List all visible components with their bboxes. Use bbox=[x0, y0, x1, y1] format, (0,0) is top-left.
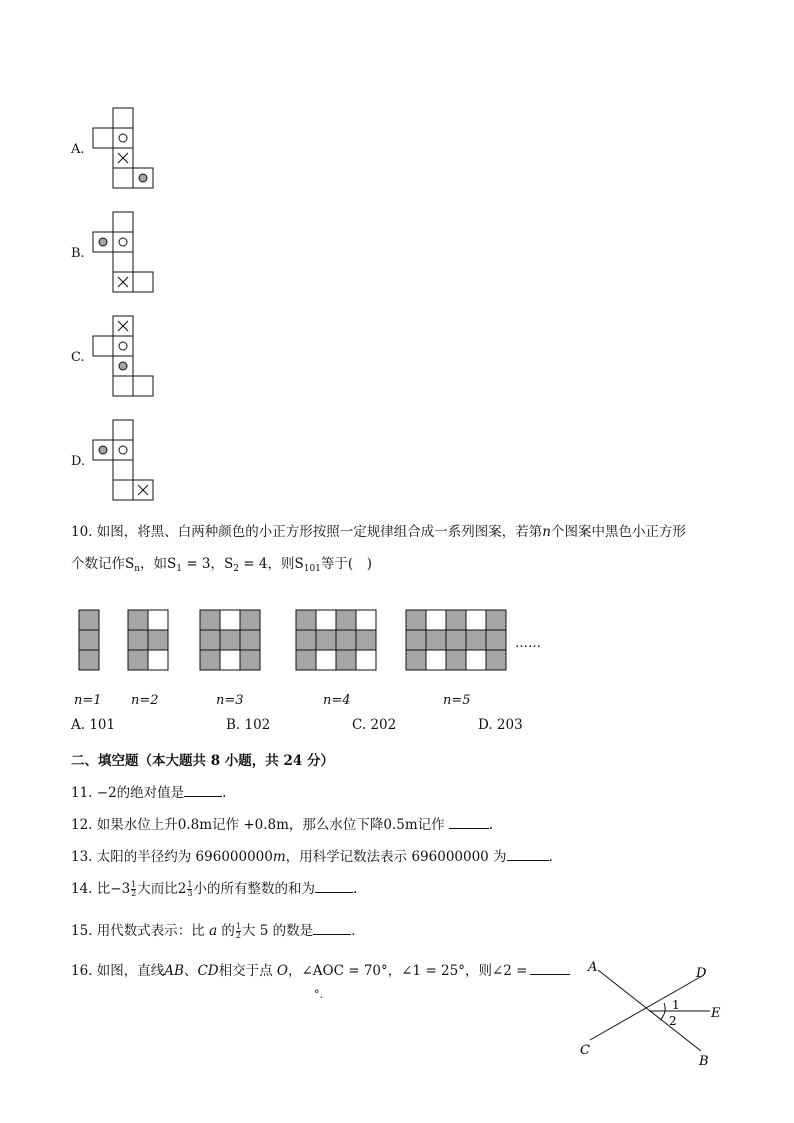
choice-a: A. 101 bbox=[71, 717, 116, 733]
pattern-n1 bbox=[79, 610, 99, 670]
dot-icon bbox=[139, 174, 147, 182]
angle-1-label: 1 bbox=[672, 998, 680, 1012]
option-d-net bbox=[90, 418, 156, 504]
fraction: $\frac{1}{3}$ bbox=[187, 880, 193, 898]
n-label-5: n=5 bbox=[443, 693, 471, 708]
option-a-net bbox=[90, 106, 156, 192]
question-12: 12. 如果水位上升0.8m记作 +0.8m，那么水位下降0.5m记作 . bbox=[71, 817, 493, 833]
pattern-n3 bbox=[200, 610, 260, 670]
point-d-label: D bbox=[696, 966, 707, 981]
figure-16-lines bbox=[575, 955, 735, 1070]
dot-icon bbox=[99, 446, 107, 454]
pattern-figure bbox=[70, 600, 550, 680]
option-b-label: B. bbox=[71, 246, 85, 261]
circle-icon bbox=[119, 342, 127, 350]
question-11: 11. −2的绝对值是 . bbox=[71, 785, 227, 801]
circle-icon bbox=[119, 446, 127, 454]
question-16-degree: °. bbox=[314, 988, 323, 1001]
angle-1-arc bbox=[664, 1003, 665, 1011]
fraction: $\frac{1}{2}$ bbox=[235, 922, 242, 940]
choice-b: B. 102 bbox=[226, 717, 271, 733]
point-b-label: B bbox=[699, 1054, 709, 1069]
question-10-line2: 个数记作$S_n$，如$S_1 = 3$，$S_2 = 4$，则$S_{101}$等于( ) bbox=[71, 556, 372, 574]
question-13: 13. 太阳的半径约为 696000000m，用科学记数法表示 696000000 为 . bbox=[71, 849, 553, 865]
option-a-label: A. bbox=[71, 142, 85, 157]
pattern-ellipsis: …… bbox=[515, 636, 541, 651]
section-2-heading: 二、填空题（本大题共 8 小题，共 24 分） bbox=[71, 753, 335, 769]
angle-2-arc bbox=[660, 1011, 665, 1020]
question-16: 16. 如图，直线AB、CD相交于点 O，∠AOC = 70°，∠1 = 25°，则∠2 = bbox=[71, 959, 570, 979]
line-cd bbox=[590, 976, 702, 1040]
pattern-n5 bbox=[406, 610, 506, 670]
point-a-label: A bbox=[588, 960, 598, 975]
option-c-net bbox=[90, 314, 156, 400]
n-label-2: n=2 bbox=[131, 693, 159, 708]
option-d-label: D. bbox=[71, 454, 86, 469]
dot-icon bbox=[119, 362, 127, 370]
dot-icon bbox=[99, 238, 107, 246]
circle-icon bbox=[119, 134, 127, 142]
option-b-net bbox=[90, 210, 156, 296]
choice-d: D. 203 bbox=[478, 717, 523, 733]
pattern-n2 bbox=[128, 610, 168, 670]
option-c-label: C. bbox=[71, 350, 85, 365]
point-e-label: E bbox=[711, 1006, 721, 1021]
n-label-3: n=3 bbox=[216, 693, 244, 708]
question-10-line1: 10. 如图，将黑、白两种颜色的小正方形按照一定规律组合成一系列图案，若第n个图案中黑色小正方形 bbox=[71, 524, 686, 540]
question-15: 15. 用代数式表示：比 a 的 $\frac{1}{2}$ 大 5 的数是 . bbox=[71, 922, 356, 940]
pattern-n4 bbox=[296, 610, 376, 670]
n-label-1: n=1 bbox=[74, 693, 102, 708]
choice-c: C. 202 bbox=[352, 717, 397, 733]
fraction: $\frac{1}{2}$ bbox=[131, 880, 137, 898]
question-14: 14. 比−3 $\frac{1}{2}$ 大而比2 $\frac{1}{3}$ 小的所有整数的和为 . bbox=[71, 880, 358, 898]
point-c-label: C bbox=[580, 1043, 590, 1058]
circle-icon bbox=[119, 238, 127, 246]
n-label-4: n=4 bbox=[323, 693, 351, 708]
angle-2-label: 2 bbox=[669, 1014, 677, 1028]
